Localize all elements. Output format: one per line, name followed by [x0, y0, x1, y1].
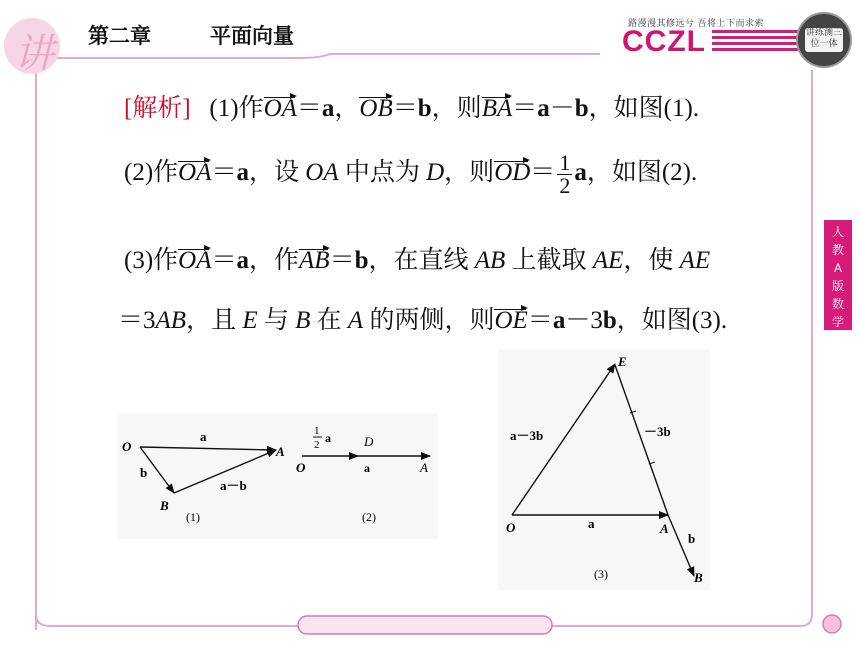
- vector-a: a: [236, 247, 249, 274]
- vector-a: a: [552, 307, 566, 334]
- side-tab-char: 学: [831, 315, 844, 329]
- fig1-label-amb: a－b: [220, 478, 247, 493]
- text: ，且: [186, 307, 243, 334]
- line-ab: AB: [474, 247, 506, 274]
- text: ＝: [211, 247, 237, 274]
- fig2-label-a: A: [420, 460, 428, 475]
- vector-ba: BA: [481, 95, 513, 122]
- text: ，则: [431, 95, 482, 122]
- fraction-numerator: 1: [559, 150, 571, 175]
- fig3-label-vec-b: b: [688, 531, 696, 546]
- vector-b: b: [417, 95, 432, 122]
- logo-stripes-icon: [712, 30, 802, 51]
- header-slogan: 路漫漫其修远兮 吾将上下而求索: [628, 18, 765, 28]
- fraction-half: [557, 152, 572, 197]
- text: ＝: [329, 247, 355, 274]
- solution-line-2: [124, 152, 697, 197]
- vector-b: b: [574, 95, 589, 122]
- fig2-half-den: 2: [314, 439, 320, 451]
- text: ＝: [527, 307, 553, 334]
- vector-a: a: [236, 159, 249, 187]
- side-tab-char: A: [833, 261, 842, 275]
- chapter-title: 第二章: [88, 25, 151, 48]
- side-tab-char: 版: [831, 279, 844, 293]
- solution-line-4: [118, 300, 727, 336]
- text: ，如图(1).: [588, 95, 700, 122]
- text: ，则: [444, 159, 495, 187]
- text: (2)作: [124, 159, 179, 187]
- text: 的两侧，则: [363, 307, 495, 334]
- side-tab: [824, 220, 852, 330]
- point-b: B: [295, 307, 311, 334]
- fig3-label-e: E: [618, 354, 627, 369]
- fig3-label-o: O: [506, 520, 516, 535]
- text: ，如图(3).: [616, 307, 728, 334]
- text: 与: [257, 307, 296, 334]
- fig1-caption: (1): [186, 510, 200, 524]
- brand-logo: CCZL: [622, 25, 706, 58]
- seal-logo: [796, 12, 852, 68]
- fig3-label-b: B: [694, 570, 703, 585]
- text: －3: [565, 307, 603, 334]
- vector-oa: OA: [263, 95, 297, 122]
- fig1-label-vec-b: b: [140, 465, 148, 480]
- point-a: A: [347, 307, 364, 334]
- text: ＝: [512, 95, 538, 122]
- fig3-label-vec-a: a: [588, 516, 595, 531]
- segment-oa: OA: [305, 159, 339, 187]
- text: 上截取: [505, 247, 593, 274]
- text: ＝: [296, 95, 322, 122]
- text: ，设: [249, 159, 306, 187]
- side-tab-char: 教: [831, 243, 844, 257]
- fig2-label-d: D: [364, 434, 374, 449]
- vector-ab: AB: [299, 247, 330, 274]
- text: ，使: [623, 247, 680, 274]
- analysis-tag: [解析]: [124, 95, 191, 122]
- vector-oa: OA: [178, 159, 212, 187]
- vector-b: b: [602, 307, 617, 334]
- fig3-label-minus-3b: －3b: [644, 424, 671, 439]
- segment-ae: AE: [592, 247, 624, 274]
- text: (1)作: [209, 95, 264, 122]
- point-e: E: [242, 307, 258, 334]
- text: 在: [310, 307, 348, 334]
- solution-line-1: [124, 88, 699, 124]
- fig1-label-b: B: [160, 498, 169, 513]
- text: ＝3: [118, 307, 156, 334]
- vector-b: b: [354, 247, 369, 274]
- text: －: [549, 95, 575, 122]
- text: 中点为: [338, 159, 427, 187]
- text: ，在直线: [368, 247, 475, 274]
- fig1-label-o: O: [122, 439, 132, 454]
- fig3-label-a: A: [660, 521, 669, 536]
- vector-od: OD: [494, 159, 531, 187]
- text: ，: [334, 95, 360, 122]
- segment-ab: AB: [155, 307, 187, 334]
- text: (3)作: [124, 247, 179, 274]
- fig1-label-vec-a: a: [200, 429, 207, 444]
- vector-a: a: [537, 95, 550, 122]
- vector-ob: OB: [359, 95, 393, 122]
- point-d: D: [426, 159, 445, 187]
- text: ＝: [530, 159, 556, 187]
- fig3-caption: (3): [594, 567, 608, 581]
- text: ，如图(2).: [586, 159, 698, 187]
- fig2-label-o: O: [296, 460, 306, 475]
- segment-ae: AE: [679, 247, 711, 274]
- fraction-denominator: 2: [559, 173, 571, 198]
- fig2-half-a: a: [325, 431, 331, 445]
- vector-a: a: [574, 159, 587, 187]
- fig2-caption: (2): [362, 510, 376, 524]
- fig3-label-a-minus-3b: a－3b: [510, 428, 544, 443]
- topic-title: 平面向量: [210, 25, 294, 48]
- side-tab-char: 人: [831, 225, 844, 239]
- vector-oe: OE: [494, 307, 528, 334]
- text: ＝: [211, 159, 237, 187]
- fig1-label-a: A: [276, 444, 285, 459]
- vector-oa: OA: [178, 247, 212, 274]
- text: ，作: [249, 247, 300, 274]
- solution-line-3: [124, 240, 710, 276]
- figure-3: [498, 350, 710, 590]
- fig2-half-num: 1: [314, 425, 320, 437]
- fig2-label-vec-a: a: [364, 461, 370, 475]
- figures-1-2: [118, 414, 438, 539]
- vector-a: a: [321, 95, 335, 122]
- text: ＝: [392, 95, 418, 122]
- side-tab-char: 数: [831, 297, 844, 311]
- watermark-text: 讲: [14, 31, 54, 77]
- seal-text: 讲练测三位一体: [805, 28, 843, 52]
